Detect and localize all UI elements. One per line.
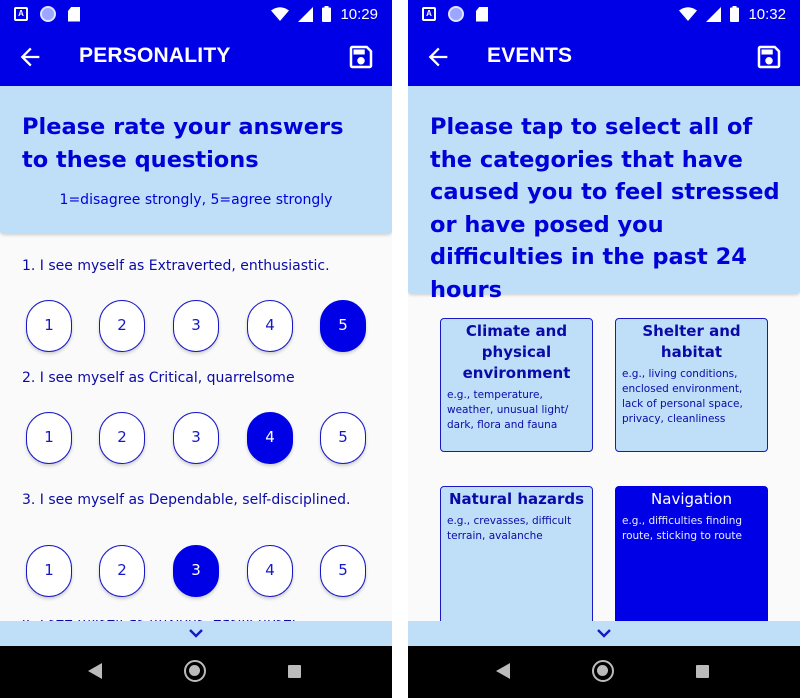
accessibility-icon: A xyxy=(14,7,28,21)
nav-home-icon[interactable] xyxy=(592,660,614,682)
category-description: e.g., crevasses, difficult terrain, avalanche xyxy=(447,515,572,542)
category-card-climate[interactable] xyxy=(440,318,593,452)
nav-back-icon[interactable] xyxy=(496,663,510,679)
wifi-icon xyxy=(679,7,697,21)
status-bar xyxy=(0,0,392,28)
question-1-text: 1. I see myself as Extraverted, enthusiastic. xyxy=(22,258,330,274)
arrow-back-icon[interactable] xyxy=(424,43,452,71)
scale-legend: 1=disagree strongly, 5=agree strongly xyxy=(59,192,333,208)
phone-screen-personality xyxy=(0,0,392,698)
chevron-down-icon[interactable] xyxy=(188,628,204,638)
rating-option[interactable]: 1 xyxy=(26,545,72,597)
rating-option[interactable]: 1 xyxy=(26,300,72,352)
rating-option-selected[interactable]: 3 xyxy=(173,545,219,597)
rating-option-selected[interactable]: 5 xyxy=(320,300,366,352)
question-2-text: 2. I see myself as Critical, quarrelsome xyxy=(22,370,295,386)
category-description: e.g., living conditions, enclosed environment, lack of personal space, privacy, cleanliness xyxy=(622,368,743,425)
category-description: e.g., difficulties finding route, sticking to route xyxy=(622,515,743,542)
nav-back-icon[interactable] xyxy=(88,663,102,679)
nav-home-icon[interactable] xyxy=(184,660,206,682)
rating-option[interactable]: 2 xyxy=(99,412,145,464)
rating-option-selected[interactable]: 4 xyxy=(247,412,293,464)
category-description: e.g., temperature, weather, unusual light/ dark, flora and fauna xyxy=(447,389,569,431)
instructions-panel xyxy=(0,86,392,234)
instructions-panel xyxy=(408,86,800,303)
arrow-back-icon[interactable] xyxy=(16,43,44,71)
rating-option[interactable]: 5 xyxy=(320,412,366,464)
category-title: Shelter and habitat xyxy=(642,322,741,361)
save-icon[interactable] xyxy=(754,42,784,72)
instructions-text: Please rate your answers to these questions xyxy=(22,114,344,173)
rating-option[interactable]: 2 xyxy=(99,300,145,352)
wifi-icon xyxy=(271,7,289,21)
page-title: PERSONALITY xyxy=(79,44,231,67)
page-title: EVENTS xyxy=(487,44,573,67)
instructions-text: Please tap to select all of the categories that have caused you to feel stressed or have posed you difficulties in the past 24 hours xyxy=(430,114,780,303)
chevron-down-icon[interactable] xyxy=(596,628,612,638)
question-1-rating xyxy=(26,300,366,352)
category-title: Navigation xyxy=(651,490,732,508)
rating-option[interactable]: 3 xyxy=(173,412,219,464)
status-bar xyxy=(408,0,800,28)
battery-icon xyxy=(322,6,331,22)
question-3-text: 3. I see myself as Dependable, self-disciplined. xyxy=(22,492,351,508)
question-2-rating xyxy=(26,412,366,464)
scroll-down-bar[interactable] xyxy=(0,621,392,646)
status-time: 10:29 xyxy=(340,5,378,23)
category-card-natural-hazards[interactable] xyxy=(440,486,593,626)
battery-icon xyxy=(730,6,739,22)
save-icon[interactable] xyxy=(346,42,376,72)
accessibility-icon: A xyxy=(422,7,436,21)
rating-option[interactable]: 3 xyxy=(173,300,219,352)
sd-card-icon xyxy=(68,7,80,22)
category-card-navigation-selected[interactable] xyxy=(615,486,768,626)
rating-option[interactable]: 4 xyxy=(247,545,293,597)
system-nav-bar xyxy=(0,646,392,698)
question-3-rating xyxy=(26,545,366,597)
phone-screen-events xyxy=(408,0,800,698)
rating-option[interactable]: 4 xyxy=(247,300,293,352)
signal-icon xyxy=(298,7,313,22)
circle-icon xyxy=(448,6,464,22)
app-bar xyxy=(408,28,800,86)
system-nav-bar xyxy=(408,646,800,698)
circle-icon xyxy=(40,6,56,22)
nav-recents-icon[interactable] xyxy=(288,665,301,678)
status-time: 10:32 xyxy=(748,5,786,23)
category-title: Climate and physical environment xyxy=(462,322,571,382)
scroll-down-bar[interactable] xyxy=(408,621,800,646)
nav-recents-icon[interactable] xyxy=(696,665,709,678)
rating-option[interactable]: 1 xyxy=(26,412,72,464)
category-card-shelter[interactable] xyxy=(615,318,768,452)
category-title: Natural hazards xyxy=(448,490,585,508)
sd-card-icon xyxy=(476,7,488,22)
app-bar xyxy=(0,28,392,86)
rating-option[interactable]: 2 xyxy=(99,545,145,597)
rating-option[interactable]: 5 xyxy=(320,545,366,597)
signal-icon xyxy=(706,7,721,22)
